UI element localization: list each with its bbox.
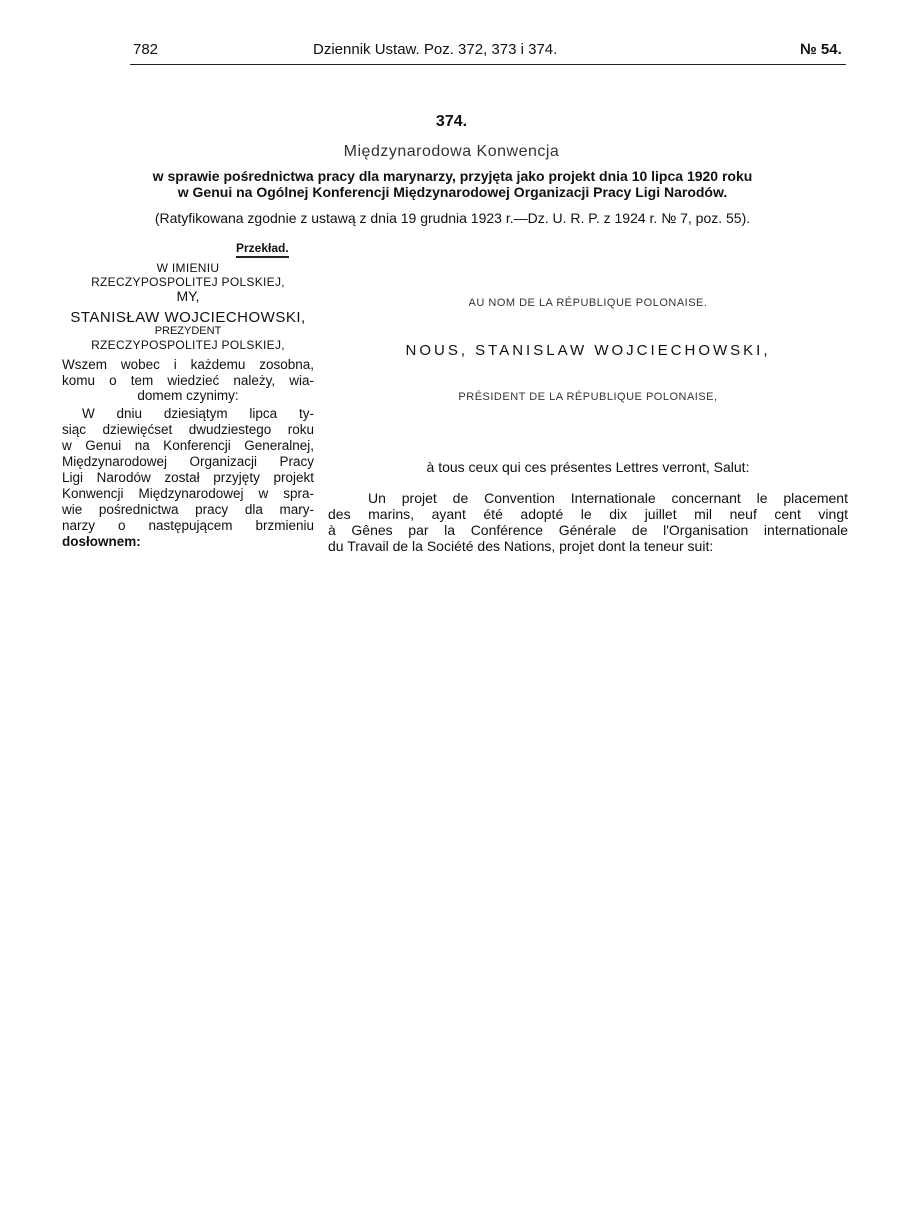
text-line: komu o tem wiedzieć należy, wia-: [62, 373, 314, 388]
heading-line: PRÉSIDENT DE LA RÉPUBLIQUE POLONAISE,: [458, 391, 718, 403]
text-line: Wszem wobec i każdemu zosobna,: [62, 357, 314, 372]
heading-line: PREZYDENT: [154, 325, 222, 337]
heading-line: MY,: [176, 288, 200, 304]
text-line: Międzynarodowej Organizacji Pracy: [62, 454, 314, 469]
text-line: wie pośrednictwa pracy dla mary-: [62, 502, 314, 517]
journal-title: Dziennik Ustaw. Poz. 372, 373 i 374.: [313, 41, 558, 58]
text-line: Ligi Narodów został przyjęty projekt: [62, 470, 314, 485]
salutation: à tous ceux qui ces présentes Lettres verront, Salut:: [426, 459, 750, 475]
heading-line: RZECZYPOSPOLITEJ POLSKIEJ,: [91, 338, 285, 352]
text-line: w Genui na Konferencji Generalnej,: [62, 438, 314, 453]
subtitle-line: w sprawie pośrednictwa pracy dla marynarzy, przyjęta jako projekt dnia 10 lipca 1920 roku: [152, 168, 753, 184]
header-rule: [130, 64, 846, 65]
heading-line: AU NOM DE LA RÉPUBLIQUE POLONAISE.: [468, 297, 708, 309]
text-line: à Gênes par la Conférence Générale de l'Organisation internationale: [328, 522, 848, 538]
text-line: dosłownem:: [62, 534, 141, 549]
text-line: domem czynimy:: [137, 388, 239, 403]
president-name: STANISŁAW WOJCIECHOWSKI,: [70, 309, 306, 326]
text-line: du Travail de la Société des Nations, projet dont la teneur suit:: [328, 538, 714, 554]
translation-label: Przekład.: [236, 241, 289, 258]
page-number: 782: [133, 41, 159, 58]
issue-number: № 54.: [800, 41, 842, 58]
subtitle-line: w Genui na Ogólnej Konferencji Międzynarodowej Organizacji Pracy Ligi Narodów.: [177, 184, 728, 200]
ratification-note: (Ratyfikowana zgodnie z ustawą z dnia 19 grudnia 1923 r.—Dz. U. R. P. z 1924 r. № 7, poz. 55).: [154, 210, 751, 226]
heading-line: W IMIENIU: [156, 261, 220, 275]
heading-line: RZECZYPOSPOLITEJ POLSKIEJ,: [91, 275, 285, 289]
text-line: Konwencji Międzynarodowej w spra-: [62, 486, 314, 501]
text-line: narzy o następującem brzmieniu: [62, 518, 314, 533]
position-number: 374.: [435, 113, 468, 130]
president-name: NOUS, STANISLAW WOJCIECHOWSKI,: [405, 342, 771, 359]
text-line: Un projet de Convention Internationale concernant le placement: [368, 490, 848, 506]
text-line: siąc dziewięćset dwudziestego roku: [62, 422, 314, 437]
text-line: W dniu dziesiątym lipca ty-: [82, 406, 314, 421]
text-line: des marins, ayant été adopté le dix juillet mil neuf cent vingt: [328, 506, 848, 522]
title-heading: Międzynarodowa Konwencja: [343, 143, 560, 160]
